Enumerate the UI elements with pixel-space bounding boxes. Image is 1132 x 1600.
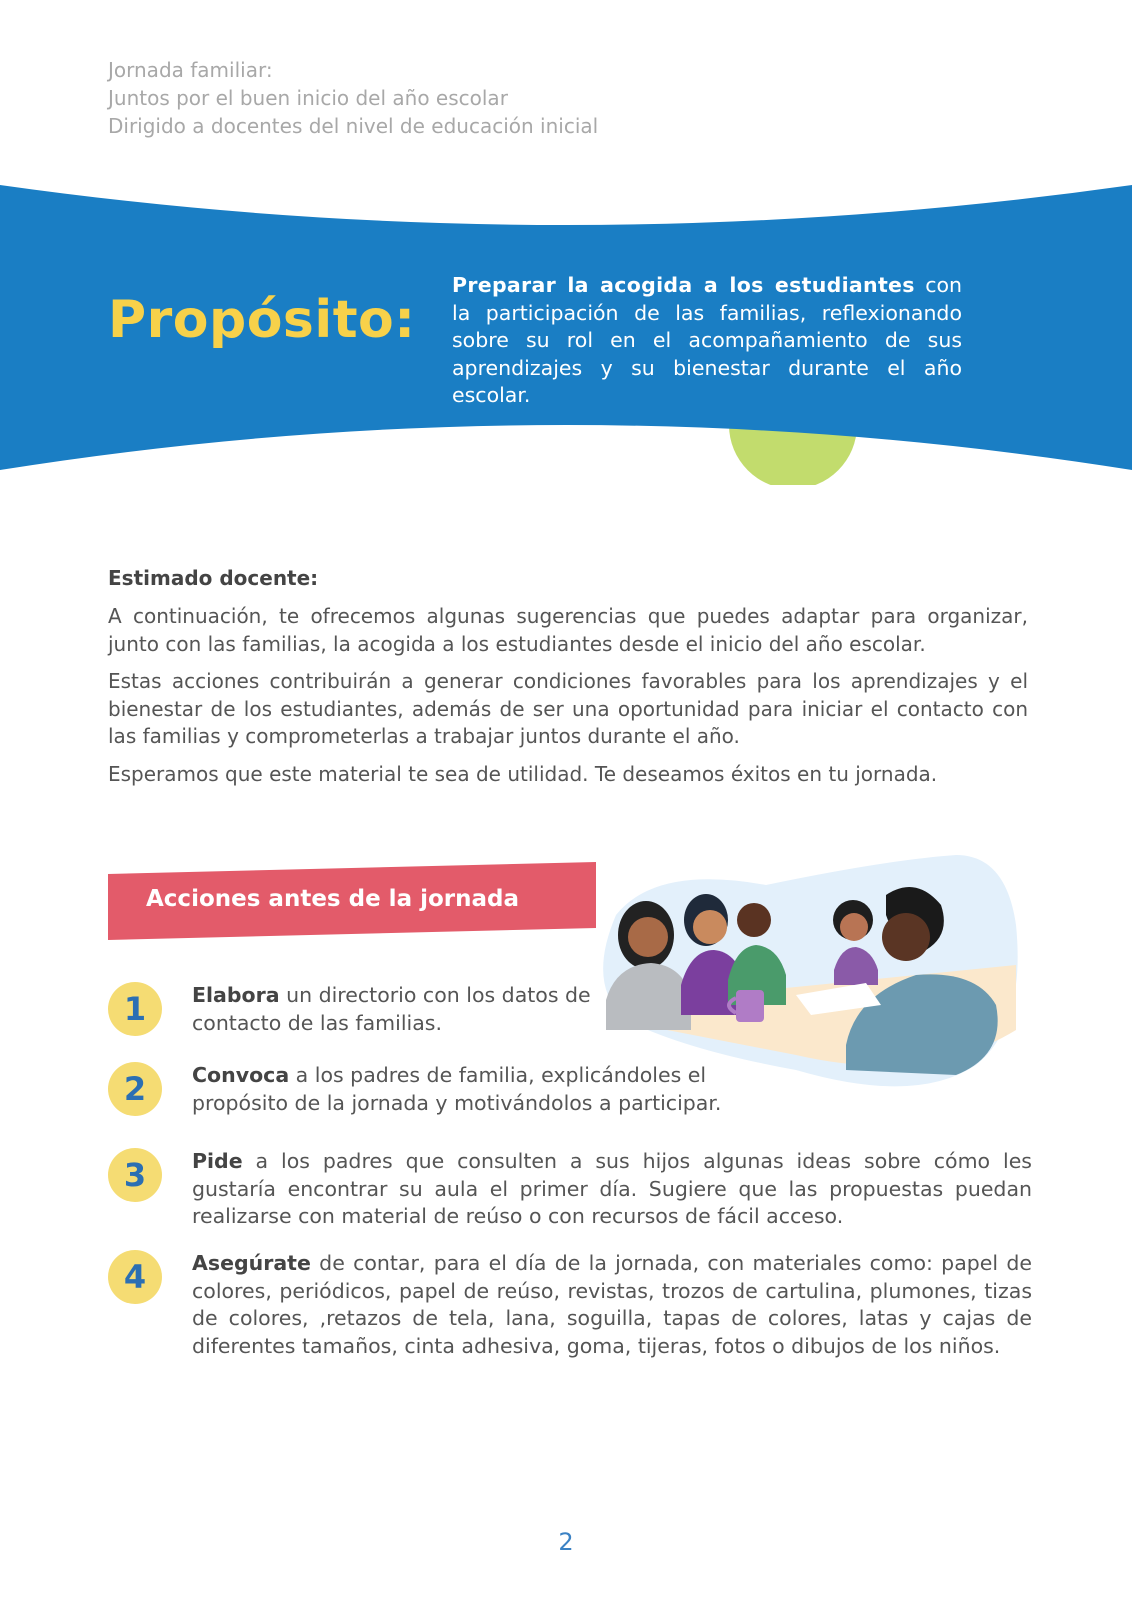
step-text bbox=[192, 1062, 752, 1117]
purpose-description bbox=[452, 272, 962, 410]
section-heading bbox=[108, 862, 596, 940]
step-verb: Asegúrate bbox=[192, 1251, 311, 1275]
intro-paragraph: Esperamos que este material te sea de utilidad. Te deseamos éxitos en tu jornada. bbox=[108, 761, 938, 786]
header-line-1: Jornada familiar: bbox=[108, 58, 273, 82]
step-text bbox=[192, 1148, 1032, 1231]
intro-section bbox=[108, 566, 1028, 798]
purpose-body: con la participación de las familias, reflexionando sobre su rol en el acompañamiento de sus aprendizajes y su bienestar durante el año escolar. bbox=[452, 273, 962, 407]
step-body: a los padres de familia, explicándoles el propósito de la jornada y motivándolos a participar. bbox=[192, 1063, 722, 1115]
step-body: un directorio con los datos de contacto de las familias. bbox=[192, 983, 591, 1035]
step-text bbox=[192, 1250, 1032, 1360]
step-verb: Elabora bbox=[192, 983, 280, 1007]
purpose-lead: Preparar la acogida a los estudiantes bbox=[452, 273, 915, 297]
purpose-title: Propósito: bbox=[108, 290, 416, 350]
step-number-badge: 3 bbox=[108, 1148, 162, 1202]
document-header bbox=[108, 56, 598, 140]
step-body: de contar, para el día de la jornada, con materiales como: papel de colores, periódicos, papel de reúso, revistas, trozos de cartulina, plumones, tizas de colores, ,retazos de tela, lana, soguilla, tapas de colores, latas y cajas de diferentes tamaños, cinta adhesiva, goma, tijeras, fotos o dibujos de los niños. bbox=[192, 1251, 1032, 1358]
page-number: 2 bbox=[558, 1528, 574, 1556]
step-body: a los padres que consulten a sus hijos algunas ideas sobre cómo les gustaría encontrar su aula el primer día. Sugiere que las propuestas puedan realizarse con material de reúso o con recursos de fácil acceso. bbox=[192, 1149, 1032, 1228]
step-text bbox=[192, 982, 592, 1037]
section-title: Acciones antes de la jornada bbox=[146, 886, 519, 912]
step-number-badge: 1 bbox=[108, 982, 162, 1036]
header-line-3: Dirigido a docentes del nivel de educación inicial bbox=[108, 114, 599, 138]
header-line-2: Juntos por el buen inicio del año escolar bbox=[108, 86, 508, 110]
intro-paragraph: A continuación, te ofrecemos algunas sugerencias que puedes adaptar para organizar, junto con las familias, la acogida a los estudiantes desde el inicio del año escolar. bbox=[108, 604, 1028, 656]
greeting: Estimado docente: bbox=[108, 566, 319, 590]
step-number-badge: 2 bbox=[108, 1062, 162, 1116]
intro-paragraph: Estas acciones contribuirán a generar condiciones favorables para los aprendizajes y el bienestar de los estudiantes, además de ser una oportunidad para iniciar el contacto con las familias y comprometerlas a trabajar juntos durante el año. bbox=[108, 669, 1028, 748]
step-verb: Convoca bbox=[192, 1063, 290, 1087]
step-verb: Pide bbox=[192, 1149, 243, 1173]
step-number-badge: 4 bbox=[108, 1250, 162, 1304]
